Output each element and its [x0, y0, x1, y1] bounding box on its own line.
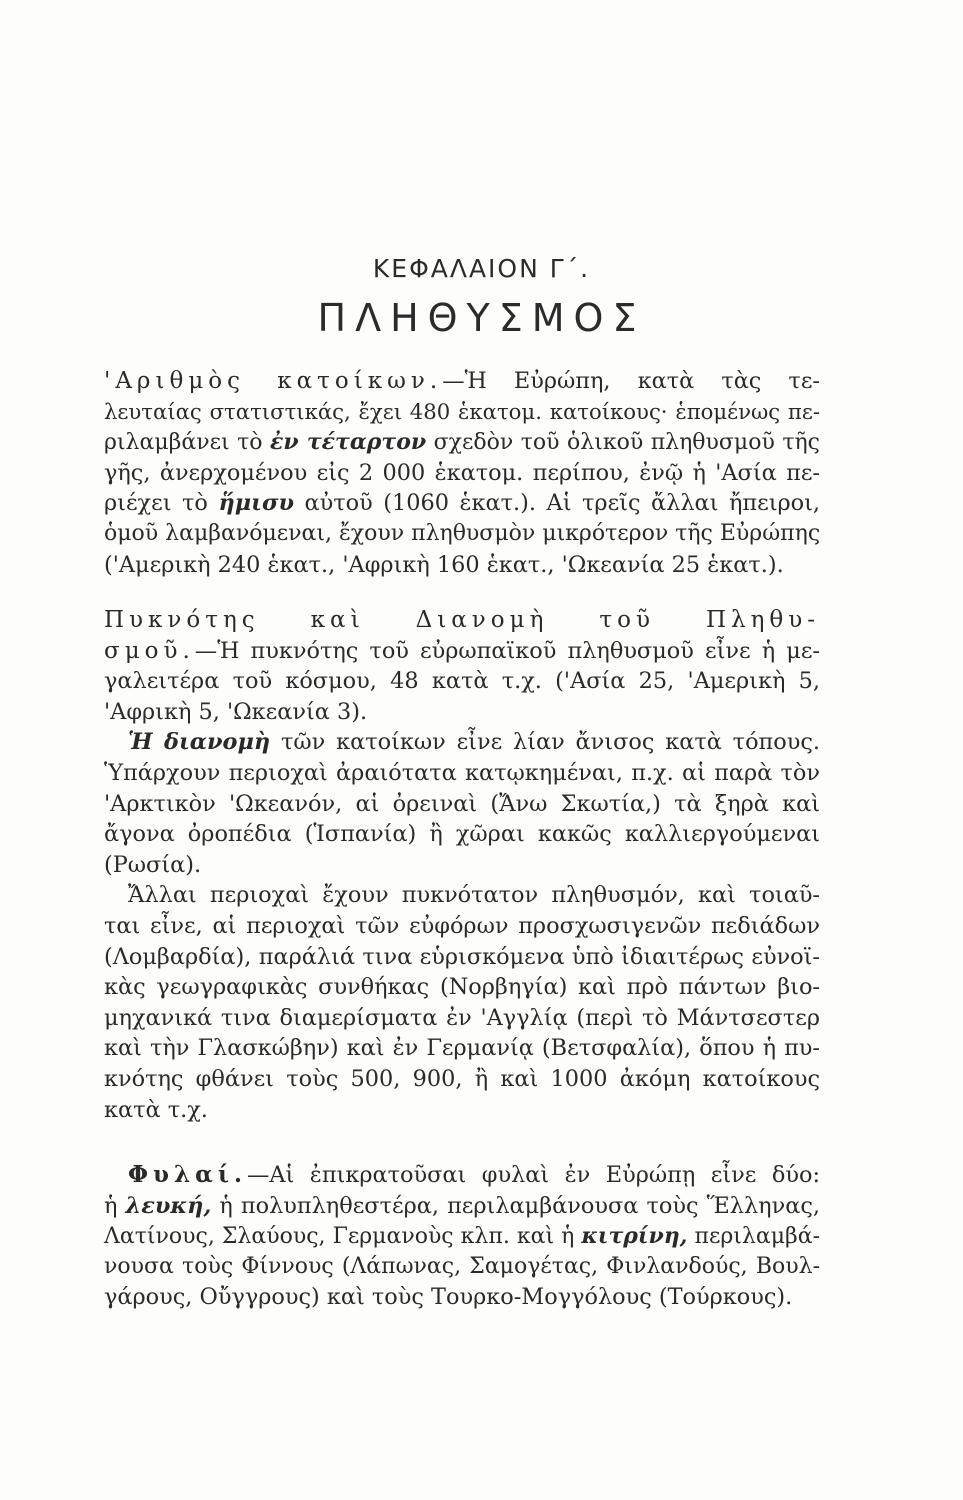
- text-line: [104, 911, 820, 942]
- chapter-label: ΚΕΦΑΛΑΙΟΝ Γ΄.: [372, 254, 591, 283]
- text-line: [104, 1252, 820, 1283]
- text-line: [104, 819, 820, 850]
- text-line: [104, 789, 820, 820]
- text-run: σχεδὸν τοῦ ὁλικοῦ πληθυσμοῦ τῆς: [426, 430, 820, 456]
- text-run: καὶ τὴν Γλασκώβην) καὶ ἐν Γερμανίᾳ (Βετσφαλία), ὅπου ἡ πυ-: [104, 1035, 820, 1062]
- section-races: [104, 1160, 820, 1313]
- emphasis-text: λευκή,: [125, 1192, 212, 1219]
- text-line: [104, 550, 820, 581]
- section-heading: 'Αριθμὸς κατοίκων.: [104, 368, 443, 394]
- text-run: ἡ πολυπληθεστέρα, περιλαμβάνουσα τοὺς Ἕλληνας,: [211, 1192, 820, 1219]
- text-run: (Λομβαρδία), παράλιά τινα εὑρισκόμενα ὑπὸ ἰδιαιτέρως εὐνοϊ-: [104, 943, 820, 970]
- text-run: ται εἶνε, αἱ περιοχαὶ τῶν εὐφόρων προσχωσιγενῶν πεδιάδων: [104, 912, 820, 939]
- text-run: 'Αρκτικὸν 'Ωκεανόν, αἱ ὀρειναὶ (Ἄνω Σκωτία,) τὰ ξηρὰ καὶ: [104, 790, 820, 817]
- text-run: (Ρωσία).: [104, 851, 202, 878]
- text-run: ἡ: [104, 1192, 126, 1219]
- emphasis-text: ἥμισυ: [218, 490, 294, 517]
- text-run: ὁμοῦ λαμβανόμεναι, ἔχουν πληθυσμὸν μικρότερον τῆς Εὐρώπης: [104, 520, 821, 546]
- text-line: [104, 1064, 820, 1095]
- text-line: [104, 488, 820, 519]
- text-run: κατὰ τ.χ.: [104, 1096, 208, 1123]
- section-density-distribution: [104, 605, 820, 1125]
- text-run: 'Αφρικὴ 5, 'Ωκεανία 3).: [104, 698, 368, 725]
- text-line: [104, 666, 820, 697]
- chapter-title: ΠΛΗΘΥΣΜΟΣ: [317, 296, 646, 340]
- text-run: κνότης φθάνει τοὺς 500, 900, ἢ καὶ 1000 ἀκόμη κατοίκους: [104, 1065, 820, 1092]
- section-heading: σμοῦ.: [104, 637, 195, 664]
- emphasis-text: κιτρίνη,: [581, 1223, 688, 1250]
- text-line: [104, 972, 820, 1003]
- text-line: [104, 1160, 820, 1191]
- text-run: γῆς, ἀνερχομένου εἰς 2 000 ἑκατομ. περίπου, ἐνῷ ἡ 'Ασία πε-: [104, 459, 820, 486]
- text-run: κὰς γεωγραφικὰς συνθήκας (Νορβηγία) καὶ πρὸ πάντων βιο-: [104, 974, 820, 1001]
- text-run: ('Αμερικὴ 240 ἑκατ., 'Αφρικὴ 160 ἑκατ., 'Ωκεανία 25 ἑκατ.).: [104, 551, 784, 578]
- text-line: [104, 519, 820, 550]
- text-line: [104, 366, 820, 397]
- text-line: [104, 880, 820, 911]
- section-heading: Φυλαί.: [128, 1161, 247, 1188]
- text-line: [104, 1191, 820, 1222]
- text-line: [104, 697, 820, 728]
- text-run: Ἄλλαι περιοχαὶ ἔχουν πυκνότατον πληθυσμόν, καὶ τοιαῦ-: [128, 882, 820, 909]
- text-run: ριέχει τὸ: [104, 490, 219, 517]
- text-line: [104, 458, 820, 489]
- text-run: μηχανικά τινα διαμερίσματα ἐν 'Αγγλίᾳ (περὶ τὸ Μάντσεστερ: [104, 1004, 820, 1031]
- text-line: [104, 850, 820, 881]
- text-line: [104, 1033, 820, 1064]
- text-line: [104, 605, 820, 636]
- text-line: [104, 1221, 820, 1252]
- text-run: Ὑπάρχουν περιοχαὶ ἀραιότατα κατῳκημέναι, π.χ. αἱ παρὰ τὸν: [104, 759, 820, 786]
- text-run: ἄγονα ὀροπέδια (Ἱσπανία) ἢ χῶραι κακῶς καλλιεργούμεναι: [104, 821, 820, 848]
- text-line: [104, 1095, 820, 1126]
- text-line: [104, 397, 820, 428]
- text-run: τῶν κατοίκων εἶνε λίαν ἄνισος κατὰ τόπους.: [270, 729, 821, 756]
- text-run: αὐτοῦ (1060 ἑκατ.). Αἱ τρεῖς ἄλλαι ἤπειροι,: [293, 490, 821, 517]
- text-run: γαλειτέρα τοῦ κόσμου, 48 κατὰ τ.χ. ('Ασία 25, 'Αμερικὴ 5,: [104, 668, 820, 695]
- text-run: γάρους, Οὔγγρους) καὶ τοὺς Τουρκο-Μογγόλους (Τούρκους).: [104, 1284, 793, 1311]
- text-run: —Αἱ ἐπικρατοῦσαι φυλαὶ ἐν Εὐρώπῃ εἶνε δύο:: [246, 1162, 820, 1188]
- text-run: Λατίνους, Σλαύους, Γερμανοὺς κλπ. καὶ ἡ: [104, 1224, 582, 1250]
- text-line: [104, 1003, 820, 1034]
- text-line: [104, 1282, 820, 1313]
- emphasis-text: Ἡ διανομὴ: [128, 729, 271, 756]
- text-run: ριλαμβάνει τὸ: [104, 430, 271, 456]
- text-run: λευταίας στατιστικάς, ἔχει 480 ἑκατομ. κατοίκους· ἑπομένως πε-: [104, 398, 820, 424]
- text-run: νουσα τοὺς Φίννους (Λάπωνας, Σαμογέτας, Φινλανδούς, Βουλ-: [104, 1253, 820, 1279]
- text-line: [104, 942, 820, 973]
- text-line: [104, 758, 820, 789]
- text-run: —Ἡ πυκνότης τοῦ εὐρωπαϊκοῦ πληθυσμοῦ εἶνε ἡ με-: [194, 637, 820, 664]
- emphasis-text: ἐν τέταρτον: [270, 429, 427, 456]
- text-line: [104, 727, 820, 758]
- text-line: [104, 427, 820, 458]
- text-run: περιλαμβά-: [687, 1224, 821, 1250]
- section-population-count: [104, 366, 820, 580]
- section-heading: Πυκνότης καὶ Διανομὴ τοῦ Πληθυ-: [104, 607, 820, 633]
- text-line: [104, 636, 820, 667]
- text-run: —Ἡ Εὐρώπη, κατὰ τὰς τε-: [442, 368, 820, 394]
